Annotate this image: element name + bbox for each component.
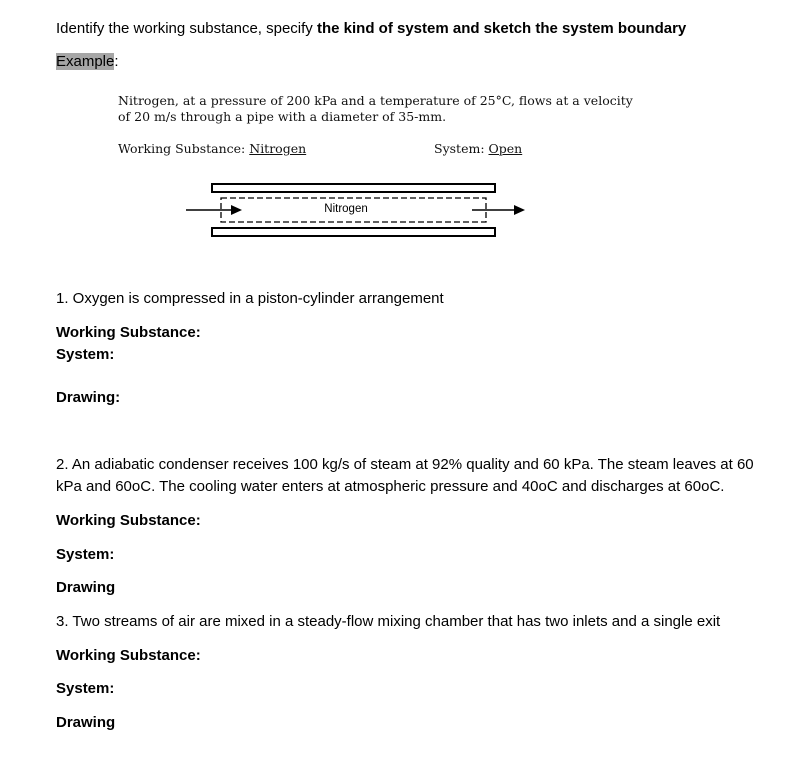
example-problem-line-1: Nitrogen, at a pressure of 200 kPa and a temperature of 25°C, flows at a velocity [118,93,633,108]
instruction-bold-text: the kind of system and sketch the system boundary [316,20,687,37]
inlet-arrow-head [231,205,242,215]
example-system-value: Open [488,141,523,156]
pipe-bottom-wall [212,228,495,236]
instruction [56,20,686,37]
q1-system-label: System: [56,346,115,363]
q3-system-label: System: [56,680,115,697]
example-system-label: System: [434,141,489,156]
example-heading [56,53,119,70]
q2-working-substance-label: Working Substance: [56,512,201,529]
q1-working-substance-label: Working Substance: [56,324,201,341]
example-label: Example [56,53,115,70]
example-system [434,141,522,156]
pipe-diagram [180,180,530,242]
question-2-line-1: 2. An adiabatic condenser receives 100 kg/s of steam at 92% quality and 60 kPa. The steam leaves at 60 [56,456,754,473]
example-working-substance [118,141,306,156]
question-2-line-2: kPa and 60oC. The cooling water enters at atmospheric pressure and 40oC and discharges at 60oC. [56,478,725,495]
question-1-text: 1. Oxygen is compressed in a piston-cylinder arrangement [56,290,444,307]
example-ws-label: Working Substance: [118,141,250,156]
q2-system-label: System: [56,546,115,563]
instruction-text: Identify the working substance, specify [56,20,317,37]
question-3-text: 3. Two streams of air are mixed in a steady-flow mixing chamber that has two inlets and a single exit [56,613,721,630]
q2-drawing-label: Drawing [56,579,116,596]
q3-working-substance-label: Working Substance: [56,647,201,664]
example-problem-line-2: of 20 m/s through a pipe with a diameter of 35-mm. [118,109,447,124]
q3-drawing-label: Drawing [56,714,116,731]
outlet-arrow-head [514,205,525,215]
q1-drawing-label: Drawing: [56,389,121,406]
example-ws-value: Nitrogen [249,141,307,156]
diagram-label: Nitrogen [324,203,368,215]
pipe-top-wall [212,184,495,192]
example-colon: : [114,53,119,70]
